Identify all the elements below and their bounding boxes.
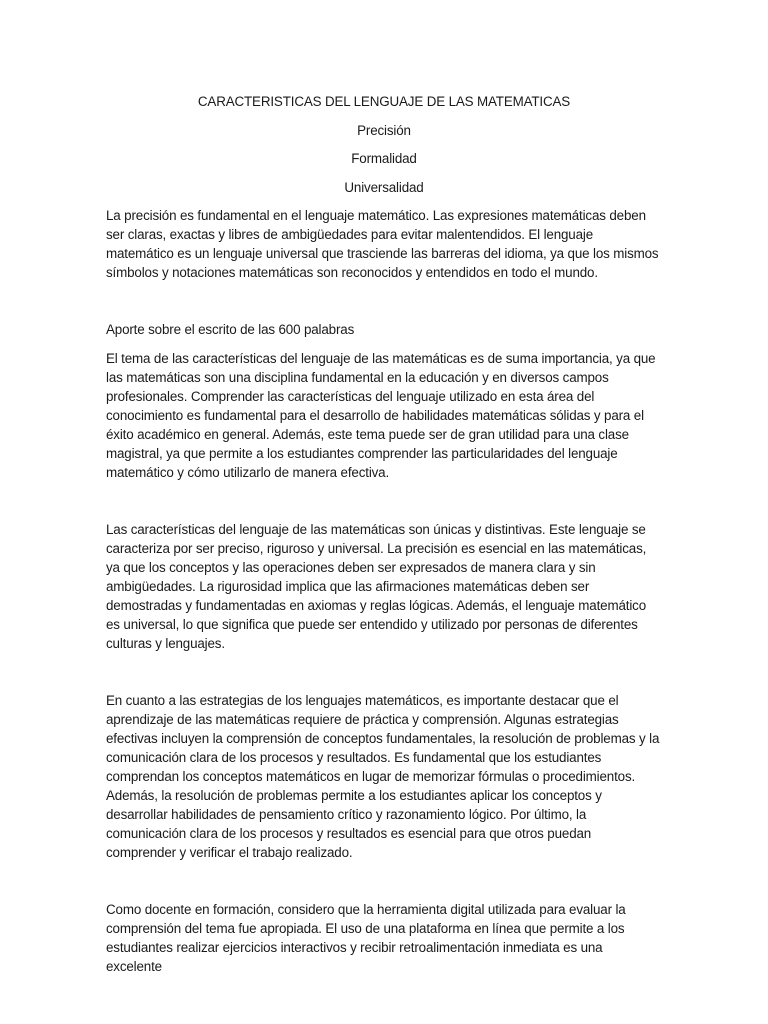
- aporte-heading: Aporte sobre el escrito de las 600 palabras: [106, 322, 355, 337]
- intro-paragraph: La precisión es fundamental en el lenguaje matemático. Las expresiones matemáticas deben ser claras, exactas y libres de ambigüedades para evitar malentendidos. El lenguaje matemático es un lenguaje universal que trasciende las barreras del idioma, ya que los mismos símbolos y notaciones matemáticas son reconocidos y entendidos en todo el mundo.: [106, 208, 659, 280]
- paragraph-digital-tool: Como docente en formación, considero que la herramienta digital utilizada para evaluar la comprensión del tema fue apropiada. El uso de una plataforma en línea que permite a los estudiantes realizar ejercicios interactivos y recibir retroalimentación inmediata es una excelente: [106, 902, 626, 974]
- document-title: CARACTERISTICAS DEL LENGUAJE DE LAS MATEMATICAS: [197, 94, 571, 109]
- paragraph-characteristics: Las características del lenguaje de las matemáticas son únicas y distintivas. Este lenguaje se caracteriza por ser preciso, riguroso y universal. La precisión es esencial en las matemáticas, ya que los conceptos y las operaciones deben ser expresados de manera clara y sin ambigüedades. La rigurosidad implica que las afirmaciones matemáticas deben ser demostradas y fundamentadas en axiomas y reglas lógicas. Además, el lenguaje matemático es universal, lo que significa que puede ser entendido y utilizado por personas de diferentes culturas y lenguajes.: [106, 522, 647, 651]
- document-body: [106, 92, 662, 986]
- paragraph-strategies: En cuanto a las estrategias de los lenguajes matemáticos, es importante destacar que el aprendizaje de las matemáticas requiere de práctica y comprensión. Algunas estrategias efectivas incluyen la comprensión de conceptos fundamentales, la resolución de problemas y la comunicación clara de los procesos y resultados. Es fundamental que los estudiantes comprendan los conceptos matemáticos en lugar de memorizar fórmulas o procedimientos. Además, la resolución de problemas permite a los estudiantes aplicar los conceptos y desarrollar habilidades de pensamiento crítico y razonamiento lógico. Por último, la comunicación clara de los procesos y resultados es esencial para que otros puedan comprender y verificar el trabajo realizado.: [106, 693, 660, 860]
- subheading-precision: Precisión: [357, 122, 411, 138]
- subheading-universalidad: Universalidad: [344, 179, 424, 195]
- paragraph-importance: El tema de las características del lenguaje de las matemáticas es de suma importancia, ya que las matemáticas son una disciplina fundamental en la educación y en diversos campos profesionales. Comprender las características del lenguaje utilizado en esta área del conocimiento es fundamental para el desarrollo de habilidades matemáticas sólidas y para el éxito académico en general. Además, este tema puede ser de gran utilidad para una clase magistral, ya que permite a los estudiantes comprender las particularidades del lenguaje matemático y cómo utilizarlo de manera efectiva.: [106, 351, 656, 480]
- subheading-formalidad: Formalidad: [351, 151, 417, 166]
